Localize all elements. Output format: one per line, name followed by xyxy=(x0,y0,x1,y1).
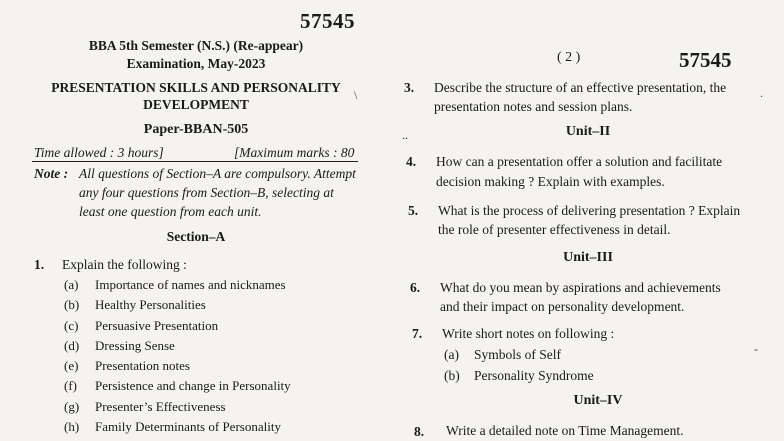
question-text: decision making ? Explain with examples. xyxy=(436,174,665,189)
exam-header-line1: BBA 5th Semester (N.S.) (Re-appear) xyxy=(88,38,304,53)
question-text: How can a presentation offer a solution and facilitate xyxy=(436,154,723,169)
item-letter: (g) xyxy=(64,399,80,414)
item-letter: (c) xyxy=(64,318,79,333)
time-allowed: Time allowed : 3 hours] xyxy=(34,145,164,160)
paper-code: 57545 xyxy=(300,9,355,33)
stray-mark: - xyxy=(754,342,758,356)
stray-mark: .. xyxy=(402,128,408,142)
stray-mark: \ xyxy=(354,88,358,102)
item-text: Presenter’s Effectiveness xyxy=(95,399,226,414)
note-line: least one question from each unit. xyxy=(79,204,262,219)
item-letter: (d) xyxy=(64,338,80,353)
question-text: Describe the structure of an effective presentation, the xyxy=(434,80,727,95)
item-letter: (f) xyxy=(64,378,77,393)
item-letter: (b) xyxy=(64,297,80,312)
item-letter: (a) xyxy=(444,347,459,362)
unit-4-heading: Unit–IV xyxy=(573,393,623,408)
question-text: Explain the following : xyxy=(62,257,187,272)
question-text: and their impact on personality development. xyxy=(440,299,685,314)
note-line: any four questions from Section–B, selecting at xyxy=(79,185,334,200)
question-number: 5. xyxy=(408,203,419,218)
paper-name: Paper-BBAN-505 xyxy=(143,122,249,137)
item-text: Persuasive Presentation xyxy=(95,318,219,333)
item-text: Dressing Sense xyxy=(95,338,175,353)
page-number: ( 2 ) xyxy=(557,50,581,65)
question-text: Write a detailed note on Time Management. xyxy=(446,423,684,438)
section-a-heading: Section–A xyxy=(166,229,226,244)
question-number: 4. xyxy=(406,154,417,169)
question-number: 6. xyxy=(410,280,421,295)
maximum-marks: [Maximum marks : 80 xyxy=(234,145,355,160)
note-label: Note : xyxy=(34,166,69,181)
item-text: Importance of names and nicknames xyxy=(95,277,286,292)
question-number: 8. xyxy=(414,424,425,439)
note-line: All questions of Section–A are compulsory. Attempt xyxy=(79,166,356,181)
question-text: What is the process of delivering presentation ? Explain xyxy=(438,203,741,218)
item-letter: (a) xyxy=(64,277,79,292)
stray-mark: . xyxy=(760,86,763,100)
question-text: Write short notes on following : xyxy=(442,326,615,341)
item-text: Presentation notes xyxy=(95,358,190,373)
item-text: Persistence and change in Personality xyxy=(95,378,291,393)
item-letter: (h) xyxy=(64,419,80,434)
question-text: presentation notes and session plans. xyxy=(434,99,633,114)
item-letter: (e) xyxy=(64,358,79,373)
item-text: Family Determinants of Personality xyxy=(95,419,281,434)
question-number: 1. xyxy=(34,257,45,272)
exam-header-line2: Examination, May-2023 xyxy=(126,56,266,71)
unit-3-heading: Unit–III xyxy=(563,250,613,265)
subject-title-line2: DEVELOPMENT xyxy=(143,97,249,112)
item-letter: (b) xyxy=(444,368,460,383)
subject-title-line1: PRESENTATION SKILLS AND PERSONALITY xyxy=(51,80,341,95)
question-number: 3. xyxy=(404,80,415,95)
item-text: Symbols of Self xyxy=(474,347,562,362)
right-page xyxy=(392,0,784,441)
unit-2-heading: Unit–II xyxy=(565,124,611,139)
divider xyxy=(32,161,358,162)
question-number: 7. xyxy=(412,326,423,341)
item-text: Personality Syndrome xyxy=(474,368,594,383)
item-text: Healthy Personalities xyxy=(95,297,206,312)
paper-code: 57545 xyxy=(679,48,732,72)
question-text: the role of presenter effectiveness in detail. xyxy=(438,222,671,237)
question-text: What do you mean by aspirations and achievements xyxy=(440,280,721,295)
